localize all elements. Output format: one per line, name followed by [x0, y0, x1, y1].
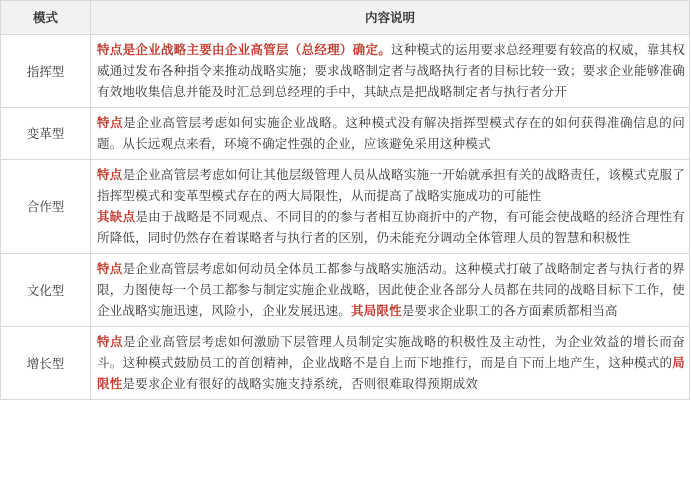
body-text: 是企业高管层考虑如何激励下层管理人员制定实施战略的积极性及主动性，为企业效益的增长而奋斗。这种模式鼓励员工的首创精神，企业战略不是自上而下地推行，而是自下而上地产生，这种模式的	[97, 334, 685, 370]
table-row	[1, 327, 690, 400]
description-paragraph	[97, 331, 685, 394]
body-text: 这种模式的运用要求总经理要有较高的权威，靠其权威通过发布各种指令来推动战略实施；要求战略制定者与战略执行者的目标比较一致；要求企业能够准确有效地收集信息并能及时汇总到总经理的手中，其缺点是把战略制定者与执行者分开	[97, 42, 685, 99]
body-text: 是由于战略是不同观点、不同目的的参与者相互协商折中的产物，有可能会使战略的经济合理性有所降低，同时仍然存在着谋略者与执行者的区别，仍未能充分调动全体管理人员的智慧和积极性	[97, 209, 685, 245]
mode-cell: 指挥型	[1, 35, 91, 108]
description-paragraph	[97, 206, 685, 248]
highlight-text: 特点是企业战略主要由企业高管层（总经理）确定。	[97, 42, 392, 57]
description-paragraph	[97, 258, 685, 321]
highlight-text: 特点	[97, 115, 124, 130]
header-mode: 模式	[1, 1, 91, 35]
description-paragraph	[97, 164, 685, 206]
description-cell	[91, 254, 690, 327]
description-cell	[91, 35, 690, 108]
highlight-text: 特点	[97, 261, 123, 276]
table-row	[1, 35, 690, 108]
body-text: 是企业高管层考虑如何让其他层级管理人员从战略实施一开始就承担有关的战略责任，该模式克服了指挥型模式和变革型模式存在的两大局限性，从而提高了战略实施成功的可能性	[97, 167, 685, 203]
body-text: 是企业高管层考虑如何实施企业战略。这种模式没有解决指挥型模式存在的如何获得准确信息的问题。从长远观点来看，环境不确定性强的企业，应该避免采用这种模式	[97, 115, 685, 151]
description-cell	[91, 108, 690, 160]
table-row	[1, 108, 690, 160]
description-cell	[91, 327, 690, 400]
highlight-text: 其缺点	[97, 209, 136, 224]
mode-cell: 合作型	[1, 160, 91, 254]
description-cell	[91, 160, 690, 254]
description-paragraph	[97, 112, 685, 154]
table-row	[1, 254, 690, 327]
highlight-text: 其局限性	[351, 303, 402, 318]
body-text: 是企业高管层考虑如何动员全体员工都参与战略实施活动。这种模式打破了战略制定者与执行者的界限，力图使每一个员工都参与制定实施企业战略，因此使企业各部分人员都在共同的战略目标下工作，使企业战略实施迅速，风险小，企业发展迅速。	[97, 261, 685, 318]
header-description: 内容说明	[91, 1, 690, 35]
highlight-text: 特点	[97, 167, 123, 182]
highlight-text: 特点	[97, 334, 124, 349]
table-row	[1, 160, 690, 254]
mode-cell: 变革型	[1, 108, 91, 160]
description-paragraph	[97, 39, 685, 102]
body-text: 是要求企业有很好的战略实施支持系统，否则很难取得预期成效	[122, 376, 479, 391]
mode-cell: 增长型	[1, 327, 91, 400]
table-header-row	[1, 1, 690, 35]
highlight-text: 局限性	[97, 355, 685, 391]
table-body	[1, 35, 690, 400]
mode-cell: 文化型	[1, 254, 91, 327]
body-text: 是要求企业职工的各方面素质都相当高	[401, 303, 618, 318]
